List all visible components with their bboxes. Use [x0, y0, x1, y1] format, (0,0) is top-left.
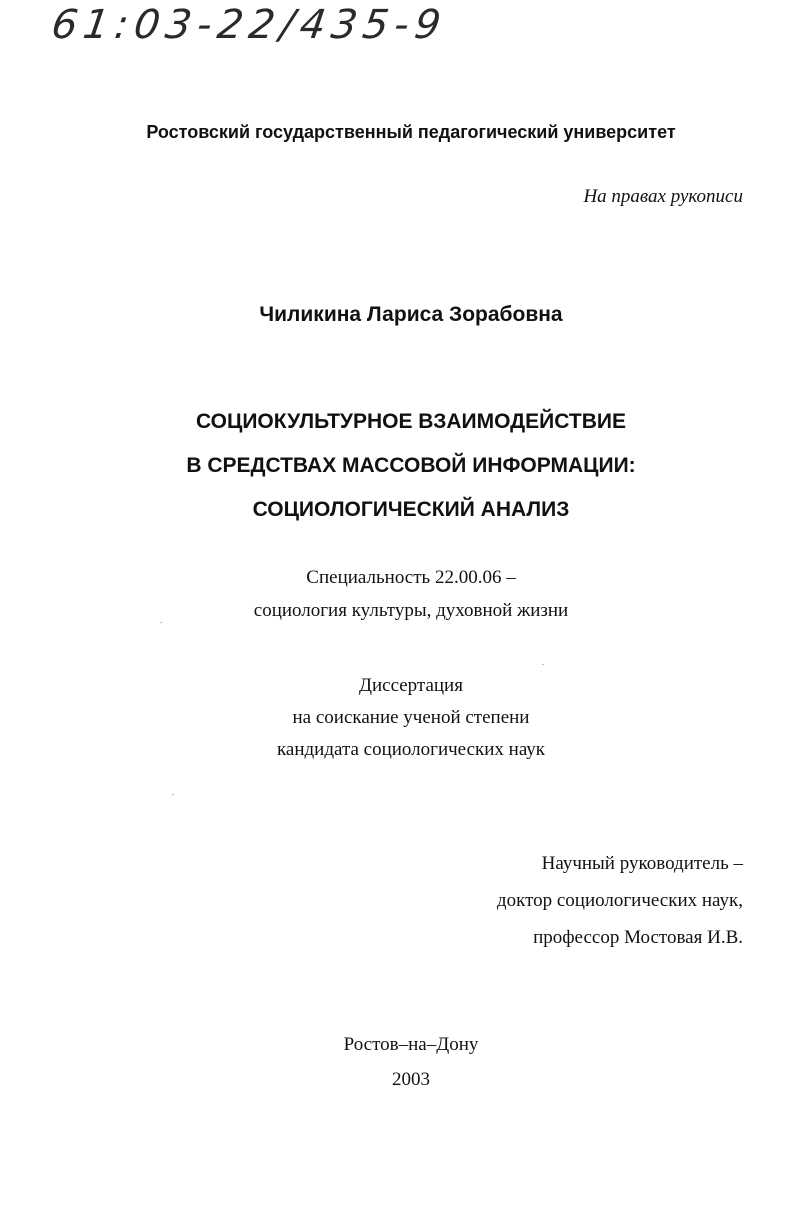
title-line: СОЦИОЛОГИЧЕСКИЙ АНАЛИЗ [252, 498, 570, 521]
manuscript-rights-note: На правах рукописи [583, 186, 743, 207]
specialty-name-line: социология культуры, духовной жизни [253, 600, 569, 621]
specialty-block [0, 564, 799, 630]
advisor-line: Научный руководитель – [541, 853, 743, 874]
title-line: СОЦИОКУЛЬТУРНОЕ ВЗАИМОДЕЙСТВИЕ [196, 410, 626, 433]
year: 2003 [392, 1069, 430, 1090]
handwritten-archive-number: 61:03-22/435-9 [48, 2, 450, 48]
scan-speck [542, 664, 544, 665]
scientific-advisor-block [497, 848, 743, 959]
degree-line: Диссертация [359, 675, 463, 696]
advisor-line: доктор социологических наук, [496, 890, 743, 911]
scan-speck [172, 794, 174, 795]
specialty-code-line: Специальность 22.00.06 – [306, 567, 516, 588]
city: Ростов–на–Дону [343, 1034, 479, 1055]
advisor-line: профессор Мостовая И.В. [533, 927, 743, 948]
degree-block [0, 672, 799, 768]
degree-line: кандидата социологических наук [276, 739, 546, 760]
scan-speck [160, 622, 162, 623]
degree-line: на соискание ученой степени [292, 707, 530, 728]
author-name: Чиликина Лариса Зорабовна [259, 303, 563, 326]
dissertation-title [0, 402, 799, 534]
place-and-year [0, 1030, 799, 1100]
title-line: В СРЕДСТВАХ МАССОВОЙ ИНФОРМАЦИИ: [186, 454, 636, 477]
university-name: Ростовский государственный педагогический университет [146, 122, 676, 142]
